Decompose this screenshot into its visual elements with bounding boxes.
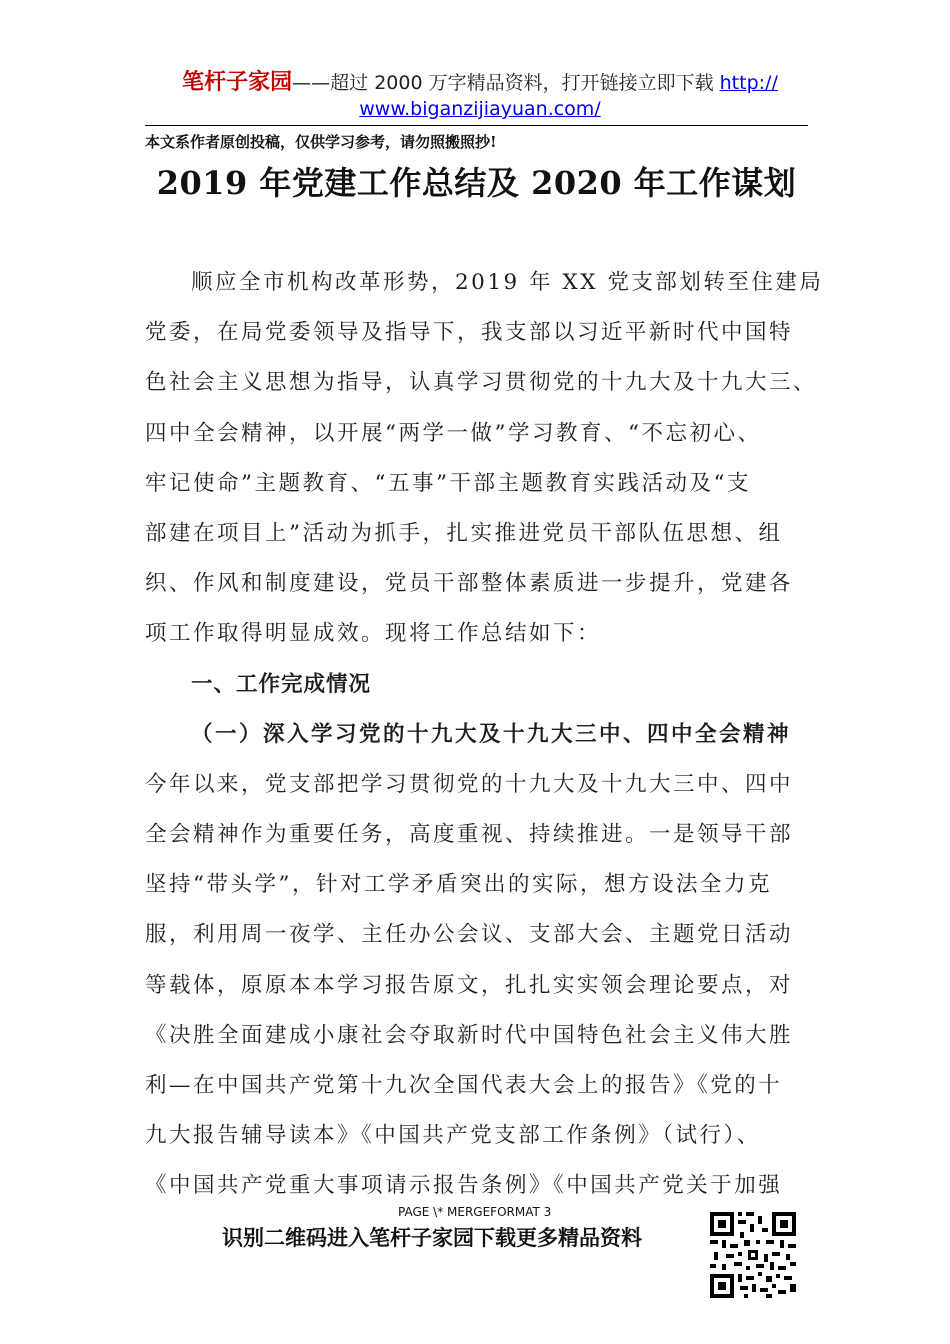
qr-code-icon[interactable] <box>708 1210 798 1300</box>
paragraph-line: 党委，在局党委领导及指导下，我支部以习近平新时代中国特 <box>145 320 794 346</box>
page-field-code: PAGE \* MERGEFORMAT 3 <box>398 1205 552 1219</box>
page-header <box>150 70 810 122</box>
paragraph-line: 坚持“带头学”，针对工学矛盾突出的实际，想方设法全力克 <box>145 872 772 898</box>
paragraph-line: 项工作取得明显成效。现将工作总结如下： <box>145 621 602 647</box>
paragraph-line: 色社会主义思想为指导，认真学习贯彻党的十九大及十九大三、 <box>145 370 818 396</box>
paragraph-line: 牢记使命”主题教育、“五事”干部主题教育实践活动及“支 <box>145 470 751 496</box>
copyright-notice: 本文系作者原创投稿，仅供学习参考，请勿照搬照抄! <box>145 133 497 151</box>
section-heading: 一、工作完成情况 <box>191 671 372 697</box>
document-title: 2019 年党建工作总结及 2020 年工作谋划 <box>156 164 797 202</box>
paragraph-line: 部建在项目上”活动为抓手，扎实推进党员干部队伍思想、组 <box>145 520 783 546</box>
paragraph-line: 《决胜全面建成小康社会夺取新时代中国特色社会主义伟大胜 <box>145 1022 794 1048</box>
header-tagline: ——超过 2000 万字精品资料，打开链接立即下载 <box>292 72 720 94</box>
brand-name: 笔杆子家园 <box>182 70 293 95</box>
download-link-part1[interactable]: http:// <box>719 72 778 94</box>
qr-call-to-action: 识别二维码进入笔杆子家园下载更多精品资料 <box>222 1226 642 1250</box>
download-link-part2[interactable]: www.biganzijiayuan.com/ <box>359 98 601 120</box>
document-body <box>145 258 835 1212</box>
header-divider <box>145 125 808 126</box>
paragraph-line: 今年以来，党支部把学习贯彻党的十九大及十九大三中、四中 <box>145 771 794 797</box>
subsection-heading: （一）深入学习党的十九大及十九大三中、四中全会精神 <box>191 721 792 747</box>
paragraph-line: 顺应全市机构改革形势，2019 年 XX 党支部划转至住建局 <box>191 270 824 295</box>
paragraph-line: 九大报告辅导读本》《中国共产党支部工作条例》（试行）、 <box>145 1123 761 1149</box>
paragraph-line: 等载体，原原本本学习报告原文，扎扎实实领会理论要点，对 <box>145 972 794 998</box>
paragraph-line: 四中全会精神，以开展“两学一做”学习教育、“不忘初心、 <box>145 420 762 446</box>
paragraph-line: 织、作风和制度建设，党员干部整体素质进一步提升，党建各 <box>145 571 794 597</box>
paragraph-line: 《中国共产党重大事项请示报告条例》《中国共产党关于加强 <box>145 1173 783 1199</box>
paragraph-line: 服，利用周一夜学、主任办公会议、支部大会、主题党日活动 <box>145 922 794 948</box>
paragraph-line: 全会精神作为重要任务，高度重视、持续推进。一是领导干部 <box>145 822 794 848</box>
paragraph-line: 利—在中国共产党第十九次全国代表大会上的报告》《党的十 <box>145 1073 783 1098</box>
